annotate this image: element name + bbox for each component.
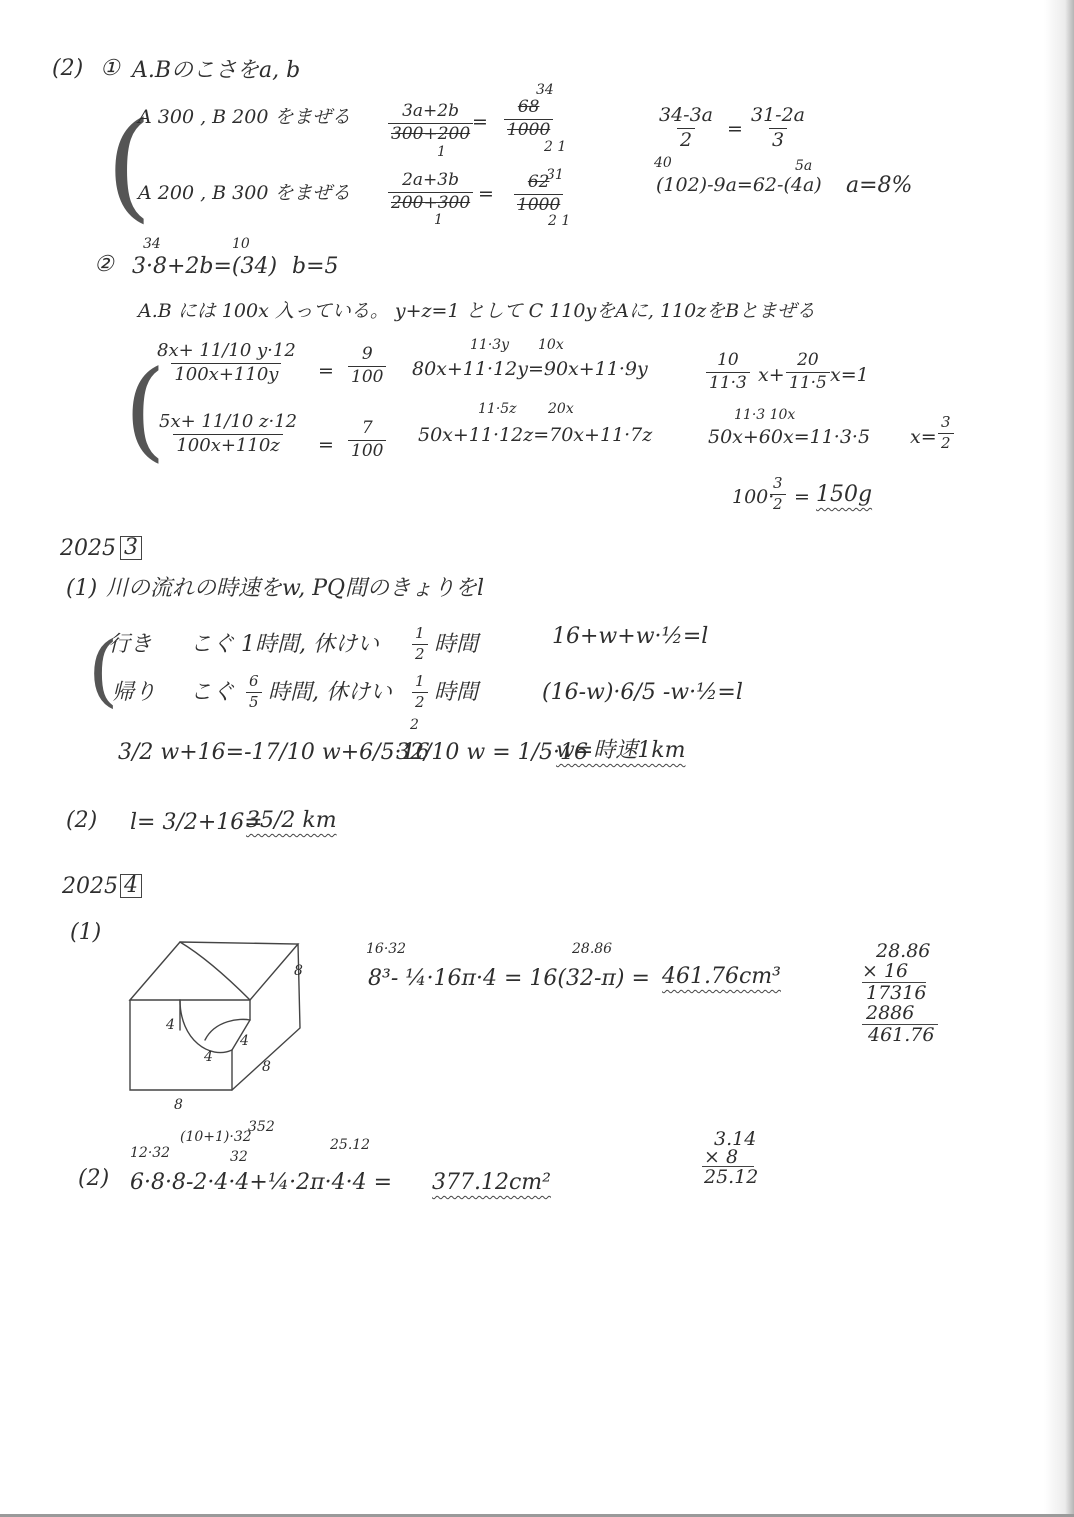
dim-8-b: 8 [262,1059,271,1075]
sec3-header-number: 3 [120,536,142,560]
row2-equation: (16-w)·6/5 -w·½=l [542,680,743,705]
mix2-text: A 200 , B 300 をまぜる [138,182,351,204]
side1-right-den: 3 [769,128,787,151]
final-prefix: 100· [732,486,775,508]
row2-mid: 時間, 休けい [268,680,392,705]
mix1-result-denominator: 1000 [504,119,553,140]
final-fraction [770,476,786,513]
side1-equals: = [727,118,743,140]
volume-answer: 461.76cm³ [662,964,781,989]
side1-right-fraction [748,106,808,151]
right2-answer-fraction [938,415,954,452]
right1-fraction-a [706,352,750,393]
right1-a-den: 11·3 [706,372,750,393]
left-brace-3: ( [88,626,119,716]
row1-equation: 16+w+w·½=l [552,624,709,649]
row2-unit: 時間 [434,680,479,705]
side2-expression: (102)-9a=62-(4a) [656,174,822,196]
volume-sup-16-32: 16·32 [366,941,407,957]
volume-expression: 8³- ¼·16π·4 = 16(32-π) = [368,966,650,991]
final-answer: 150g [816,482,873,507]
eq2-result-num: 7 [361,418,373,438]
eq1-fraction [154,342,299,385]
eq2-fraction [156,413,300,456]
calc-expression: 3/2 w+16=-17/10 w+6/5·16 [118,740,430,765]
mix2-equals: = [478,183,494,205]
mix2-numerator: 2a+3b [402,170,460,190]
sec3-q2-label: (2) [66,808,98,833]
sec3-q1-text: 川の流れの時速をw, PQ間のきょりをl [106,576,485,601]
q2-description: A.B には 100x 入っている。 y+z=1 として C 110yをAに, 110zをBとまぜる [138,300,816,322]
side1-left-den: 2 [677,128,695,151]
surface-sup-12-32: 12·32 [130,1145,171,1161]
eq2-result-den: 100 [348,440,386,461]
right2-expression: 50x+60x=11·3·5 [708,426,871,448]
mix1-text: A 300 , B 200 をまぜる [138,106,351,128]
mid1-expression: 80x+11·12y=90x+11·9y [412,358,648,380]
mult2-times: × 8 [704,1146,739,1168]
left-brace: ( [106,96,153,234]
q1-text: A.Bのこさをa, b [132,58,301,83]
side1-right-num: 31-2a [751,104,806,126]
surface-sup-352: 352 [248,1119,275,1135]
surface-sup-25-12: 25.12 [330,1137,371,1153]
row1-text: こぐ 1時間, 休けい [190,632,379,657]
mix2-r-den-sub: 2 1 [548,213,571,229]
final-num: 3 [773,474,783,492]
mix2-denominator: 200+300 [388,192,473,213]
side1-left-fraction [656,106,716,151]
mix1-denominator: 300+200 [388,123,473,144]
mix2-result-numerator: 62 [527,172,550,192]
mix1-numerator: 3a+2b [402,101,460,121]
mult-row-1: 17316 [866,982,927,1004]
right2-sup: 11·3 10x [734,407,796,423]
mix2-result-denominator: 1000 [514,194,563,215]
surface-sup-32: 32 [230,1149,248,1165]
solid-figure-sketch [120,930,320,1113]
row1-fraction [412,626,428,663]
calc-answer: w=時速1km [556,738,686,763]
right2-answer-x: x= [910,426,937,448]
right1-a-num: 10 [717,350,739,370]
mix1-fraction [388,103,473,144]
eq1-denominator: 100x+110y [171,363,281,385]
q2-sup-34: 34 [143,236,161,252]
row2-frac2-num: 1 [415,672,425,690]
q2-marker: ② [94,252,114,277]
mix2-den-sub: 1 [434,212,443,228]
mult-top: 28.86 [876,940,931,962]
right2-ans-den: 2 [938,433,954,452]
row1-label: 行き [108,632,153,657]
row2-fraction-2 [412,674,428,711]
dim-4-a: 4 [166,1017,175,1033]
dim-8-a: 8 [294,963,303,979]
row2-frac-den: 5 [246,692,262,711]
right1-x-plus: x+ [758,364,785,386]
eq2-denominator: 100x+110z [173,434,282,456]
mult2-result: 25.12 [704,1166,759,1188]
row1-frac-den: 2 [412,644,428,663]
mix1-den-sub: 1 [437,144,446,160]
q1-marker: ① [100,56,120,81]
right1-end: x=1 [830,364,869,386]
eq1-result-num: 9 [361,344,373,364]
eq1-result-fraction [348,346,386,387]
row1-unit: 時間 [434,632,479,657]
dim-4-b: 4 [204,1049,213,1065]
side2-answer: a=8% [846,173,913,198]
mult-times: × 16 [862,960,909,982]
eq1-result-den: 100 [348,366,386,387]
sec3-q2-expression: l= 3/2+16= [130,810,263,835]
mult-result: 461.76 [868,1024,935,1046]
side2-sup-40: 40 [654,155,672,171]
right1-fraction-b [786,352,830,393]
right1-b-den: 11·5 [786,372,830,393]
eq1-equals: = [318,360,334,382]
mix1-r-den-sub: 2 1 [544,139,567,155]
mix2-r-num-sup: 31 [546,167,564,183]
calc-sup: 2 [410,717,419,733]
side2-sup-5a: 5a [795,158,813,174]
mix1-equals: = [472,111,488,133]
left-brace-2: ( [124,348,167,473]
surface-answer: 377.12cm² [432,1170,551,1195]
right2-ans-num: 3 [941,413,951,431]
scan-edge-shadow [1044,0,1074,1517]
row2-text: こぐ [190,680,235,705]
row2-fraction [246,674,262,711]
mid1-sup-11-3y: 11·3y [470,337,510,353]
row2-frac2-den: 2 [412,692,428,711]
eq1-numerator: 8x+ 11/10 y·12 [157,340,296,361]
eq2-equals: = [318,434,334,456]
surface-expression: 6·8·8-2·4·4+¼·2π·4·4 = [130,1170,393,1195]
sec4-header-year: 2025 [62,874,118,899]
sec3-q2-answer: 35/2 km [246,808,337,833]
q2-expression: 3·8+2b=(34) [132,254,278,279]
mid2-sup-11-5z: 11·5z [478,401,517,417]
mix1-r-num-sup: 34 [536,82,554,98]
final-den: 2 [770,494,786,513]
row1-frac-num: 1 [415,624,425,642]
sec3-q1-label: (1) [66,576,98,601]
side1-left-num: 34-3a [659,104,714,126]
sec4-header-number: 4 [120,874,142,898]
row2-frac-num: 6 [249,672,259,690]
dim-8-c: 8 [174,1097,183,1113]
mult2-top: 3.14 [714,1128,757,1150]
mix1-result-numerator: 68 [517,97,540,117]
dim-4-c: 4 [240,1033,249,1049]
mid1-sup-10x: 10x [538,337,564,353]
mix2-result-fraction [514,174,563,215]
mix2-fraction [388,172,473,213]
calc-middle: 32/10 w = 1/5·16 [396,740,589,765]
sec4-q1-label: (1) [70,920,102,945]
mix1-result-fraction [504,99,553,140]
eq2-result-fraction [348,420,386,461]
final-equals: = [794,486,810,508]
q2-answer: b=5 [292,254,339,279]
sec3-header-year: 2025 [60,536,116,561]
right1-b-num: 20 [797,350,819,370]
section-2-label: (2) [52,56,84,81]
volume-sup-28-86: 28.86 [572,941,613,957]
q2-sup-10: 10 [232,236,250,252]
eq2-numerator: 5x+ 11/10 z·12 [159,411,298,432]
mid2-expression: 50x+11·12z=70x+11·7z [418,424,653,446]
sec4-q2-label: (2) [78,1166,110,1191]
mid2-sup-20x: 20x [548,401,574,417]
mult-row-2: 2886 [866,1002,915,1024]
surface-sup-paren: (10+1)·32 [180,1129,252,1145]
row2-label: 帰り [112,680,157,705]
